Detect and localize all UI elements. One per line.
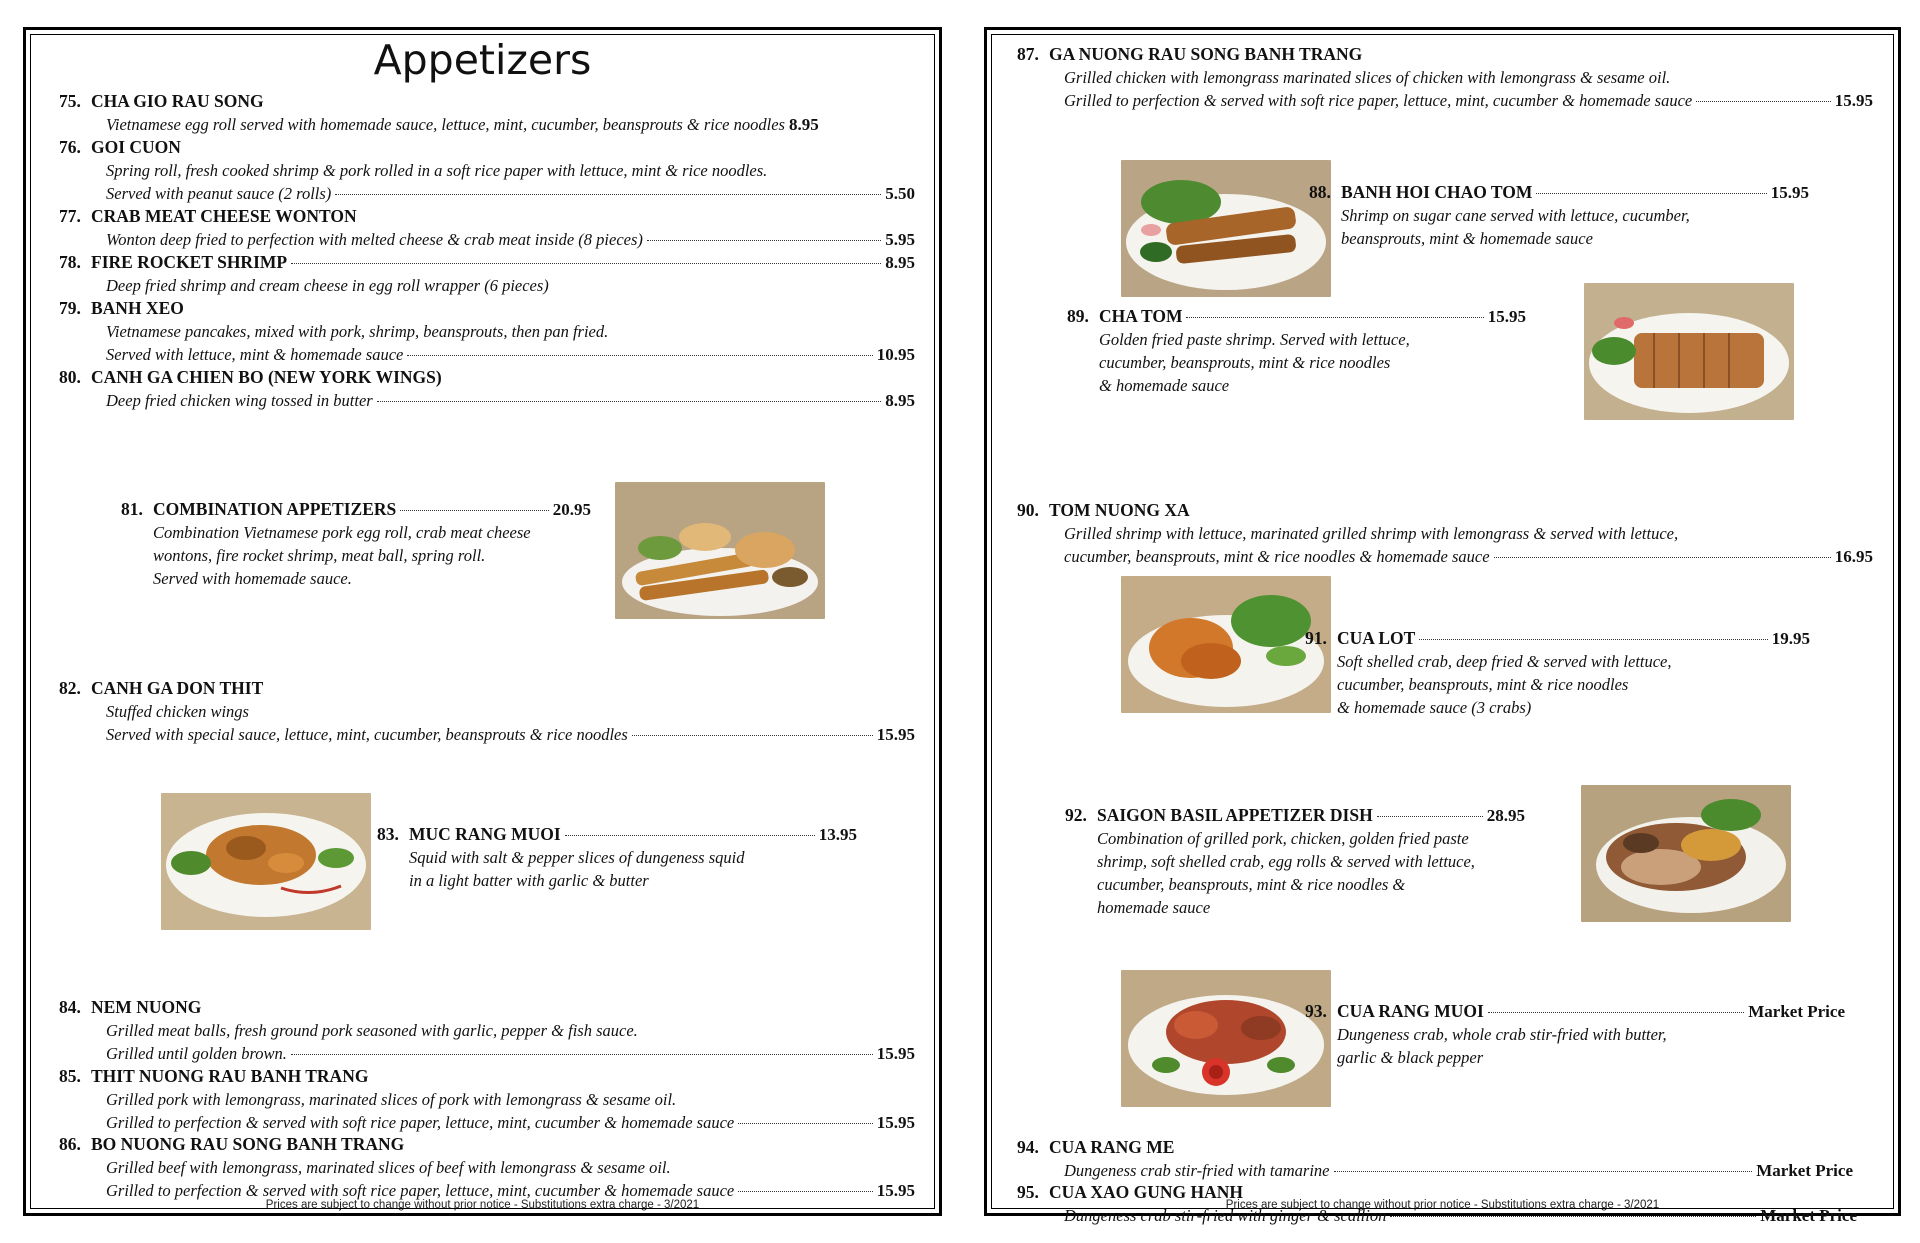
item-name: MUC RANG MUOI [409, 824, 561, 844]
item-price: Market Price [1748, 1002, 1845, 1021]
item-price: 28.95 [1486, 806, 1525, 825]
item-name: SAIGON BASIL APPETIZER DISH [1097, 805, 1373, 825]
item-description: Grilled shrimp with lettuce, marinated grilled shrimp with lemongrass & served with lettuce, [1064, 524, 1679, 543]
item-number: 87. [1017, 44, 1039, 64]
item-price: 15.95 [876, 725, 915, 744]
item-number: 90. [1017, 500, 1039, 520]
item-price: 16.95 [1834, 547, 1873, 566]
item-number: 80. [59, 367, 81, 387]
item-description: beansprouts, mint & homemade sauce [1341, 229, 1593, 248]
item-description: Vietnamese pancakes, mixed with pork, shrimp, beansprouts, then pan fried. [106, 322, 609, 341]
item-description: wontons, fire rocket shrimp, meat ball, spring roll. [153, 546, 486, 565]
item-name: CUA RANG ME [1049, 1137, 1175, 1157]
item-description: Dungeness crab, whole crab stir-fried with butter, [1337, 1025, 1667, 1044]
item-description: Dungeness crab stir-fried with ginger & scallion [1064, 1206, 1387, 1225]
item-number: 75. [59, 91, 81, 111]
item-description: Grilled meat balls, fresh ground pork seasoned with garlic, pepper & fish sauce. [106, 1021, 638, 1040]
menu-item-79 [59, 297, 915, 366]
item-description: Deep fried shrimp and cream cheese in egg roll wrapper (6 pieces) [106, 276, 549, 295]
menu-item-90 [1017, 499, 1873, 568]
item-description: Served with special sauce, lettuce, mint, cucumber, beansprouts & rice noodles [106, 725, 628, 744]
menu-item-91 [1305, 627, 1810, 719]
menu-item-78 [59, 251, 915, 297]
saigon-basil-appetizer-photo [1581, 785, 1791, 922]
item-name: CRAB MEAT CHEESE WONTON [91, 206, 357, 226]
item-price: 20.95 [552, 500, 591, 519]
item-price: 15.95 [876, 1181, 915, 1200]
item-price: 15.95 [1834, 91, 1873, 110]
item-name: NEM NUONG [91, 997, 202, 1017]
menu-item-92 [1065, 804, 1525, 919]
item-description: Combination of grilled pork, chicken, golden fried paste [1097, 829, 1469, 848]
item-price: Market Price [1760, 1206, 1857, 1225]
item-description: Wonton deep fried to perfection with melted cheese & crab meat inside (8 pieces) [106, 230, 643, 249]
item-description: Vietnamese egg roll served with homemade sauce, lettuce, mint, cucumber, beansprouts & rice noodles [106, 115, 785, 134]
menu-item-89 [1067, 305, 1526, 397]
item-price: 10.95 [876, 345, 915, 364]
item-description: Dungeness crab stir-fried with tamarine [1064, 1161, 1330, 1180]
item-number: 76. [59, 137, 81, 157]
item-number: 89. [1067, 306, 1089, 326]
item-name: THIT NUONG RAU BANH TRANG [91, 1066, 369, 1086]
item-description: Grilled until golden brown. [106, 1044, 287, 1063]
item-price: 13.95 [818, 825, 857, 844]
item-description: Served with peanut sauce (2 rolls) [106, 184, 332, 203]
item-name: CANH GA CHIEN BO (NEW YORK WINGS) [91, 367, 442, 387]
item-name: CHA TOM [1099, 306, 1183, 326]
item-number: 91. [1305, 628, 1327, 648]
menu-item-94 [1017, 1136, 1853, 1182]
menu-item-75 [59, 90, 915, 136]
item-description: Golden fried paste shrimp. Served with lettuce, [1099, 330, 1410, 349]
item-number: 79. [59, 298, 81, 318]
item-name: CUA RANG MUOI [1337, 1001, 1484, 1021]
menu-item-77 [59, 205, 915, 251]
item-description: Spring roll, fresh cooked shrimp & pork rolled in a soft rice paper with lettuce, mint & rice noodles. [106, 161, 768, 180]
item-description: Stuffed chicken wings [106, 702, 249, 721]
item-description: Grilled to perfection & served with soft rice paper, lettuce, mint, cucumber & homemade sauce [106, 1113, 735, 1132]
item-price: 5.50 [885, 184, 915, 203]
page-footer: Prices are subject to change without prior notice - Substitutions extra charge - 3/2021 [265, 1199, 700, 1211]
item-description: shrimp, soft shelled crab, egg rolls & served with lettuce, [1097, 852, 1475, 871]
menu-item-82 [59, 677, 915, 746]
item-description: Deep fried chicken wing tossed in butter [106, 391, 373, 410]
item-name: FIRE ROCKET SHRIMP [91, 252, 288, 272]
menu-item-93 [1305, 1000, 1845, 1069]
item-price: 19.95 [1771, 629, 1810, 648]
item-description: Grilled chicken with lemongrass marinated slices of chicken with lemongrass & sesame oil. [1064, 68, 1671, 87]
banh-hoi-chao-tom-photo [1121, 160, 1331, 297]
item-number: 93. [1305, 1001, 1327, 1021]
menu-item-86 [59, 1133, 915, 1202]
menu-item-80 [59, 366, 915, 412]
item-price: 15.95 [876, 1113, 915, 1132]
page-title: Appetizers [373, 36, 592, 84]
item-name: GOI CUON [91, 137, 181, 157]
menu-item-85 [59, 1065, 915, 1134]
item-description: & homemade sauce (3 crabs) [1337, 698, 1532, 717]
item-description: Squid with salt & pepper slices of dungeness squid [409, 848, 745, 867]
item-description: cucumber, beansprouts, mint & rice noodles & [1097, 875, 1406, 894]
item-number: 92. [1065, 805, 1087, 825]
item-number: 84. [59, 997, 81, 1017]
item-description: Soft shelled crab, deep fried & served with lettuce, [1337, 652, 1672, 671]
item-description: cucumber, beansprouts, mint & rice noodles & homemade sauce [1064, 547, 1490, 566]
item-price: 15.95 [1770, 183, 1809, 202]
item-description: & homemade sauce [1099, 376, 1230, 395]
cha-tom-photo [1584, 283, 1794, 420]
item-name: BANH HOI CHAO TOM [1341, 182, 1533, 202]
item-description: Grilled to perfection & served with soft rice paper, lettuce, mint, cucumber & homemade sauce [106, 1181, 735, 1200]
item-description: in a light batter with garlic & butter [409, 871, 649, 890]
item-name: CHA GIO RAU SONG [91, 91, 264, 111]
item-description: cucumber, beansprouts, mint & rice noodles [1337, 675, 1629, 694]
item-price: 5.95 [885, 230, 915, 249]
item-number: 94. [1017, 1137, 1039, 1157]
item-number: 78. [59, 252, 81, 272]
menu-item-81 [121, 498, 591, 590]
menu-item-76 [59, 136, 915, 205]
menu-page-left [23, 27, 942, 1216]
item-description: Served with homemade sauce. [153, 569, 352, 588]
item-name: TOM NUONG XA [1049, 500, 1190, 520]
item-name: GA NUONG RAU SONG BANH TRANG [1049, 44, 1363, 64]
item-price: 8.95 [788, 115, 819, 134]
menu-item-87 [1017, 43, 1873, 112]
item-description: garlic & black pepper [1337, 1048, 1484, 1067]
item-name: CUA XAO GUNG HANH [1049, 1182, 1243, 1202]
combination-appetizers-photo [615, 482, 825, 619]
item-description: Combination Vietnamese pork egg roll, crab meat cheese [153, 523, 531, 542]
item-number: 88. [1309, 182, 1331, 202]
item-description: cucumber, beansprouts, mint & rice noodles [1099, 353, 1391, 372]
item-description: Shrimp on sugar cane served with lettuce, cucumber, [1341, 206, 1690, 225]
item-number: 85. [59, 1066, 81, 1086]
item-number: 95. [1017, 1182, 1039, 1202]
cua-rang-muoi-photo [1121, 970, 1331, 1107]
muc-rang-muoi-photo [161, 793, 371, 930]
item-price: Market Price [1756, 1161, 1853, 1180]
item-number: 83. [377, 824, 399, 844]
item-description: Grilled beef with lemongrass, marinated slices of beef with lemongrass & sesame oil. [106, 1158, 671, 1177]
page-footer: Prices are subject to change without prior notice - Substitutions extra charge - 3/2021 [1225, 1199, 1660, 1211]
item-name: CUA LOT [1337, 628, 1416, 648]
item-number: 82. [59, 678, 81, 698]
menu-page-right [984, 27, 1901, 1225]
item-name: COMBINATION APPETIZERS [153, 499, 397, 519]
item-description: Served with lettuce, mint & homemade sauce [106, 345, 404, 364]
item-description: Grilled pork with lemongrass, marinated slices of pork with lemongrass & sesame oil. [106, 1090, 677, 1109]
item-name: CANH GA DON THIT [91, 678, 264, 698]
menu-item-88 [1309, 181, 1809, 250]
item-number: 86. [59, 1134, 81, 1154]
cua-lot-photo [1121, 576, 1331, 713]
item-price: 15.95 [876, 1044, 915, 1063]
menu-item-83 [377, 823, 857, 892]
item-price: 15.95 [1487, 307, 1526, 326]
item-description: homemade sauce [1097, 898, 1211, 917]
item-number: 81. [121, 499, 143, 519]
item-name: BANH XEO [91, 298, 184, 318]
item-number: 77. [59, 206, 81, 226]
item-price: 8.95 [885, 391, 915, 410]
item-description: Grilled to perfection & served with soft rice paper, lettuce, mint, cucumber & homemade sauce [1064, 91, 1693, 110]
item-price: 8.95 [885, 253, 915, 272]
item-name: BO NUONG RAU SONG BANH TRANG [91, 1134, 405, 1154]
menu-item-84 [59, 996, 915, 1065]
